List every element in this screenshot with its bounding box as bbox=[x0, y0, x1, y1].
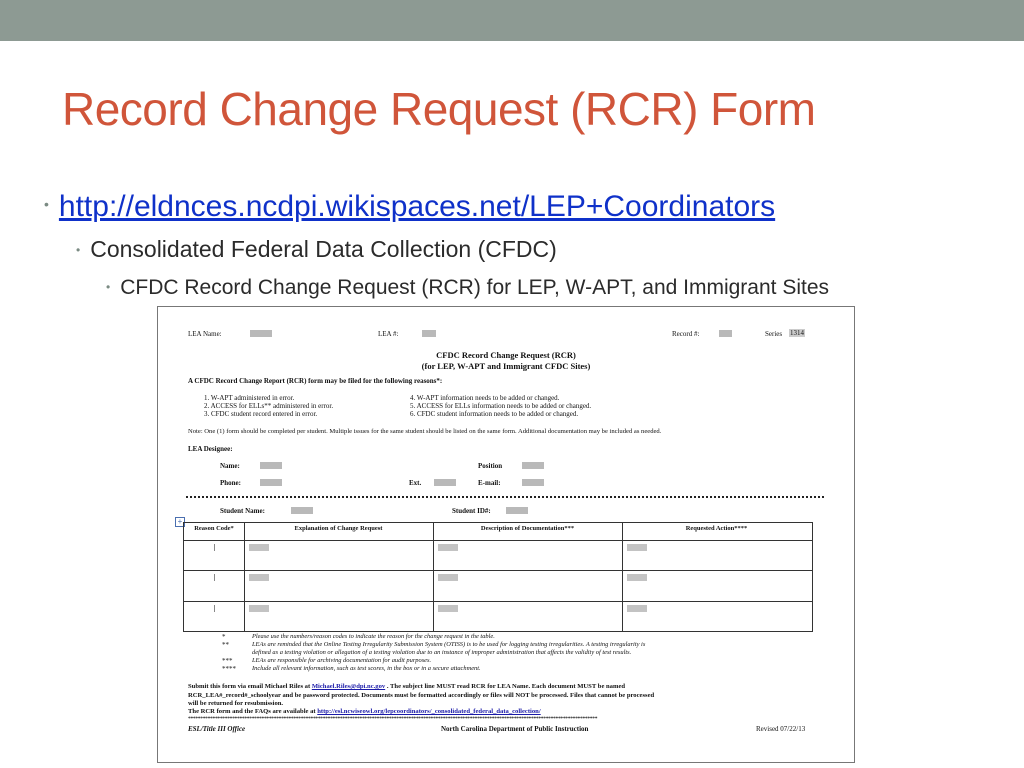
footnote-text: Please use the numbers/reason codes to indicate the reason for the change request in the table. bbox=[252, 633, 495, 640]
student-name-field bbox=[291, 507, 313, 514]
reason-5: 5. ACCESS for ELLs information needs to be added or changed. bbox=[410, 402, 592, 410]
reason-2: 2. ACCESS for ELLs** administered in error. bbox=[204, 402, 334, 410]
table-cell bbox=[214, 544, 215, 551]
header-explanation: Explanation of Change Request bbox=[294, 525, 383, 532]
ext-label: Ext. bbox=[409, 479, 422, 487]
form-note: Note: One (1) form should be completed per student. Multiple issues for the same student should be listed on the same form. Additional documentation may be included as needed. bbox=[188, 428, 662, 435]
table-cell bbox=[438, 544, 458, 551]
table-cell bbox=[214, 574, 215, 581]
phone-field bbox=[260, 479, 282, 486]
student-id-label: Student ID#: bbox=[452, 507, 491, 515]
lea-designee-label: LEA Designee: bbox=[188, 445, 233, 453]
email-field bbox=[522, 479, 544, 486]
series-label: Series bbox=[765, 330, 783, 338]
faq-url-link[interactable]: http://esl.ncwiseowl.org/lepcoordinators/_consolidated_federal_data_collection/ bbox=[317, 708, 541, 715]
footer-department: North Carolina Department of Public Instruction bbox=[441, 725, 589, 733]
footnote-text: defined as a testing violation or allegation of a testing violation due to an instance of improper administration that affects the validity of test results. bbox=[252, 649, 632, 656]
footer-revised: Revised 07/22/13 bbox=[756, 725, 806, 733]
form-title-line2: (for LEP, W-APT and Immigrant CFDC Sites) bbox=[421, 361, 591, 371]
table-move-handle-icon: + bbox=[175, 517, 185, 527]
footnote-text: LEAs are responsible for archiving documentation for audit purposes. bbox=[252, 657, 432, 664]
designee-name-field bbox=[260, 462, 282, 469]
lep-coordinators-link[interactable]: http://eldnces.ncdpi.wikispaces.net/LEP+Coordinators bbox=[58, 190, 776, 223]
footnote-text: Include all relevant information, such as test scores, in the box or in a secure attachment. bbox=[252, 665, 481, 672]
star-divider: *********************************************************************************************************************************************************************** bbox=[188, 716, 598, 722]
lea-num-label: LEA #: bbox=[378, 330, 399, 338]
student-name-label: Student Name: bbox=[220, 507, 265, 515]
reason-4: 4. W-APT information needs to be added or changed. bbox=[410, 394, 560, 402]
footnote-mark: ** bbox=[222, 641, 229, 649]
table-cell bbox=[249, 544, 269, 551]
submit-line-3: will be returned for resubmission. bbox=[188, 700, 284, 707]
header-reason-code: Reason Code* bbox=[194, 525, 234, 532]
table-cell bbox=[627, 544, 647, 551]
reason-3: 3. CFDC student record entered in error. bbox=[204, 410, 318, 418]
bullet-level3 bbox=[106, 276, 829, 300]
submit-email-link[interactable]: Michael.Riles@dpi.nc.gov bbox=[311, 683, 386, 690]
change-request-table bbox=[183, 522, 813, 632]
top-accent-bar bbox=[0, 0, 1024, 41]
table-cell bbox=[249, 574, 269, 581]
table-cell bbox=[438, 605, 458, 612]
submit-line-1: Submit this form via email Michael Riles at Michael.Riles@dpi.nc.gov . The subject line MUST read RCR for LEA Name. Each document MUST be named bbox=[188, 683, 626, 690]
footnote-text: LEAs are reminded that the Online Testing Irregularity Submission System (OTISS) is to be used for logging testing irregularities. A testing irregularity is bbox=[252, 641, 646, 648]
header-documentation: Description of Documentation*** bbox=[480, 525, 575, 532]
table-cell bbox=[249, 605, 269, 612]
bullet-dot-icon: • bbox=[106, 280, 111, 294]
bullet-dot-icon: • bbox=[76, 243, 81, 257]
bullet-level2-text: Consolidated Federal Data Collection (CFDC) bbox=[90, 236, 557, 262]
dotted-separator bbox=[186, 496, 824, 498]
submit-line-4: The RCR form and the FAQs are available at http://esl.ncwiseowl.org/lepcoordinators/_consolidated_federal_data_collection/ bbox=[188, 708, 541, 715]
rcr-form-image bbox=[157, 306, 855, 763]
ext-field bbox=[434, 479, 456, 486]
table-cell bbox=[627, 574, 647, 581]
record-field bbox=[719, 330, 732, 337]
lea-name-label: LEA Name: bbox=[188, 330, 222, 338]
lea-num-field bbox=[422, 330, 436, 337]
lea-name-field bbox=[250, 330, 272, 337]
form-title-line1: CFDC Record Change Request (RCR) bbox=[436, 350, 576, 360]
student-id-field bbox=[506, 507, 528, 514]
record-label: Record #: bbox=[672, 330, 700, 338]
reason-1: 1. W-APT administered in error. bbox=[204, 394, 295, 402]
table-cell bbox=[214, 605, 215, 612]
reason-6: 6. CFDC student information needs to be added or changed. bbox=[410, 410, 579, 418]
position-field bbox=[522, 462, 544, 469]
bullet-level2 bbox=[76, 236, 557, 263]
footnote-mark: **** bbox=[222, 665, 236, 673]
form-intro: A CFDC Record Change Report (RCR) form may be filed for the following reasons*: bbox=[188, 377, 443, 385]
slide-title: Record Change Request (RCR) Form bbox=[62, 83, 816, 135]
table-cell bbox=[438, 574, 458, 581]
bullet-level3-text: CFDC Record Change Request (RCR) for LEP, W-APT, and Immigrant Sites bbox=[120, 276, 830, 299]
bullet-dot-icon: • bbox=[44, 196, 49, 213]
email-label: E-mail: bbox=[478, 479, 501, 487]
footnote-mark: * bbox=[222, 633, 226, 641]
footnote-mark: *** bbox=[222, 657, 233, 665]
header-requested-action: Requested Action**** bbox=[685, 525, 748, 532]
bullet-level1 bbox=[44, 190, 775, 224]
submit-line-2: RCR_LEA#_record#_schoolyear and be password protected. Documents must be formatted accordingly or files will NOT be processed. Files that cannot be processed bbox=[188, 692, 655, 699]
footer-office: ESL/Title III Office bbox=[188, 725, 246, 733]
designee-name-label: Name: bbox=[220, 462, 240, 470]
position-label: Position bbox=[478, 462, 503, 470]
table-cell bbox=[627, 605, 647, 612]
phone-label: Phone: bbox=[220, 479, 241, 487]
series-value: 1314 bbox=[790, 329, 804, 337]
